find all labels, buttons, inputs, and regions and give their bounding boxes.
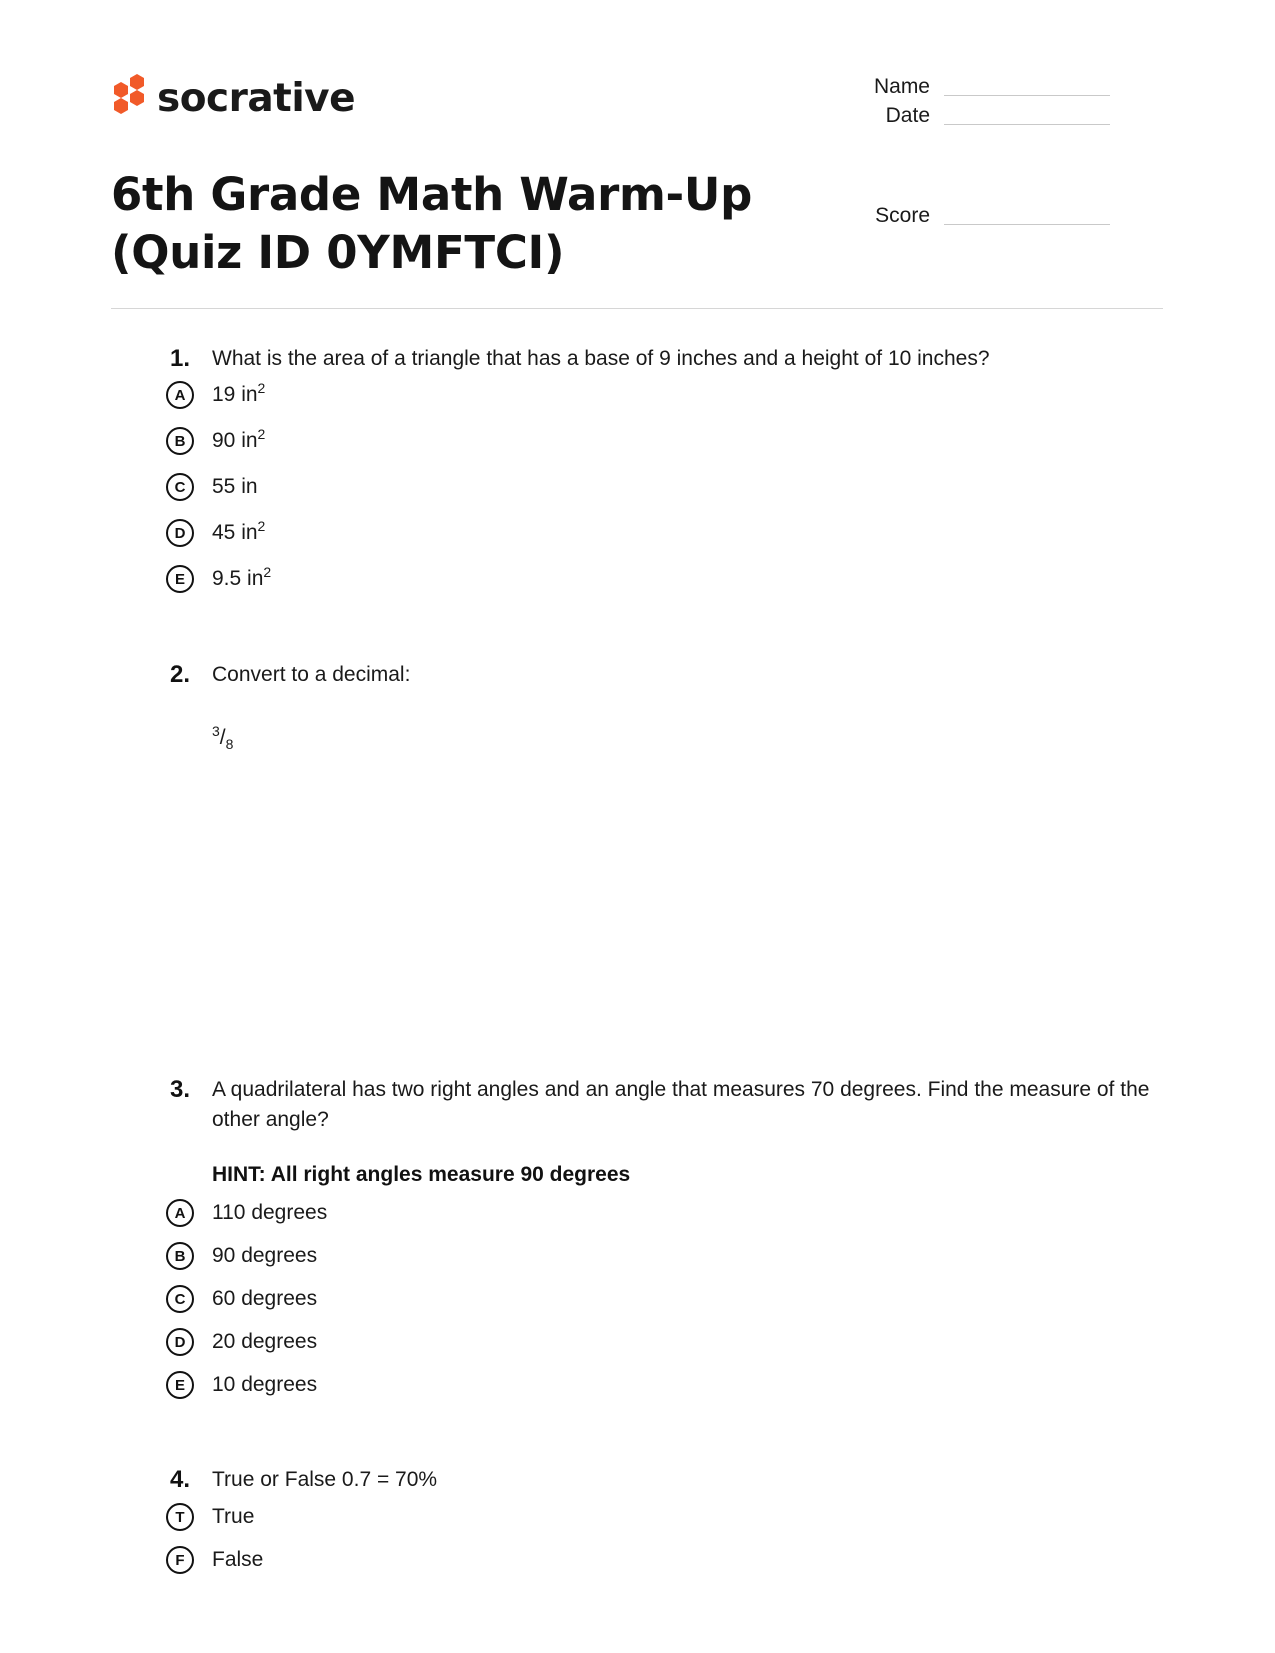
answer-bubble-e[interactable]: E bbox=[166, 1371, 194, 1399]
answer-bubble-c[interactable]: C bbox=[166, 473, 194, 501]
option-text: 110 degrees bbox=[212, 1201, 328, 1224]
answer-bubble-b[interactable]: B bbox=[166, 1242, 194, 1270]
question-text: Convert to a decimal: bbox=[212, 663, 411, 686]
option-e[interactable] bbox=[166, 565, 1150, 593]
question-number: 1. bbox=[170, 345, 191, 372]
brand-name: socrative bbox=[157, 75, 356, 121]
option-a[interactable] bbox=[166, 381, 1150, 409]
date-line[interactable] bbox=[944, 123, 1110, 125]
socrative-logo bbox=[111, 72, 355, 124]
question-2 bbox=[170, 660, 1150, 753]
question-text: True or False 0.7 = 70% bbox=[212, 1468, 438, 1491]
name-line[interactable] bbox=[944, 94, 1110, 96]
date-label: Date bbox=[885, 104, 930, 127]
question-number: 3. bbox=[170, 1076, 191, 1103]
option-text: 10 degrees bbox=[212, 1373, 318, 1396]
option-text: 45 $in^2$ bbox=[212, 518, 266, 544]
option-text: 19 $in^2$ bbox=[212, 380, 266, 406]
answer-bubble-d[interactable]: D bbox=[166, 1328, 194, 1356]
option-true[interactable] bbox=[166, 1503, 1150, 1531]
option-text: False bbox=[212, 1548, 264, 1571]
hint-text: HINT: All right angles measure 90 degrees bbox=[212, 1163, 631, 1186]
answer-bubble-f[interactable]: F bbox=[166, 1546, 194, 1574]
hexagon-cluster-icon bbox=[111, 74, 147, 122]
answer-bubble-t[interactable]: T bbox=[166, 1503, 194, 1531]
option-d[interactable] bbox=[166, 519, 1150, 547]
option-a[interactable] bbox=[166, 1199, 1150, 1227]
answer-bubble-a[interactable]: A bbox=[166, 381, 194, 409]
header-divider bbox=[111, 308, 1163, 309]
option-false[interactable] bbox=[166, 1546, 1150, 1574]
question-number: 4. bbox=[170, 1466, 191, 1493]
option-text: 90 degrees bbox=[212, 1244, 318, 1267]
option-b[interactable] bbox=[166, 1242, 1150, 1270]
option-text: True bbox=[212, 1505, 255, 1528]
answer-options bbox=[166, 381, 1150, 593]
option-text: 9.5 $in^2$ bbox=[212, 564, 272, 590]
answer-bubble-e[interactable]: E bbox=[166, 565, 194, 593]
name-label: Name bbox=[873, 75, 930, 98]
option-c[interactable] bbox=[166, 1285, 1150, 1313]
option-text: 90 $in^2$ bbox=[212, 426, 266, 452]
answer-bubble-b[interactable]: B bbox=[166, 427, 194, 455]
question-text: What is the area of a triangle that has a base of 9 inches and a height of 10 inches? bbox=[212, 347, 990, 370]
date-field[interactable] bbox=[830, 105, 1110, 126]
answer-bubble-d[interactable]: D bbox=[166, 519, 194, 547]
question-1 bbox=[170, 344, 1150, 593]
name-field[interactable] bbox=[830, 76, 1110, 97]
question-4 bbox=[170, 1465, 1150, 1574]
option-text: 20 degrees bbox=[212, 1330, 318, 1353]
answer-bubble-c[interactable]: C bbox=[166, 1285, 194, 1313]
score-line[interactable] bbox=[944, 223, 1110, 225]
option-b[interactable] bbox=[166, 427, 1150, 455]
question-3 bbox=[170, 1075, 1150, 1399]
answer-bubble-a[interactable]: A bbox=[166, 1199, 194, 1227]
option-c[interactable] bbox=[166, 473, 1150, 501]
option-text: 55 in bbox=[212, 475, 258, 498]
score-field[interactable] bbox=[830, 205, 1110, 226]
question-text: A quadrilateral has two right angles and an angle that measures 70 degrees. Find the measure of the other angle? bbox=[212, 1078, 1150, 1131]
option-d[interactable] bbox=[166, 1328, 1150, 1356]
option-e[interactable] bbox=[166, 1371, 1150, 1399]
option-text: 60 degrees bbox=[212, 1287, 318, 1310]
fraction: $^3/_8$ bbox=[212, 723, 234, 753]
question-number: 2. bbox=[170, 661, 191, 688]
page-title: 6th Grade Math Warm-Up (Quiz ID 0YMFTCI) bbox=[111, 168, 753, 279]
score-label: Score bbox=[875, 204, 930, 227]
answer-options bbox=[166, 1199, 1150, 1399]
answer-options bbox=[166, 1503, 1150, 1574]
